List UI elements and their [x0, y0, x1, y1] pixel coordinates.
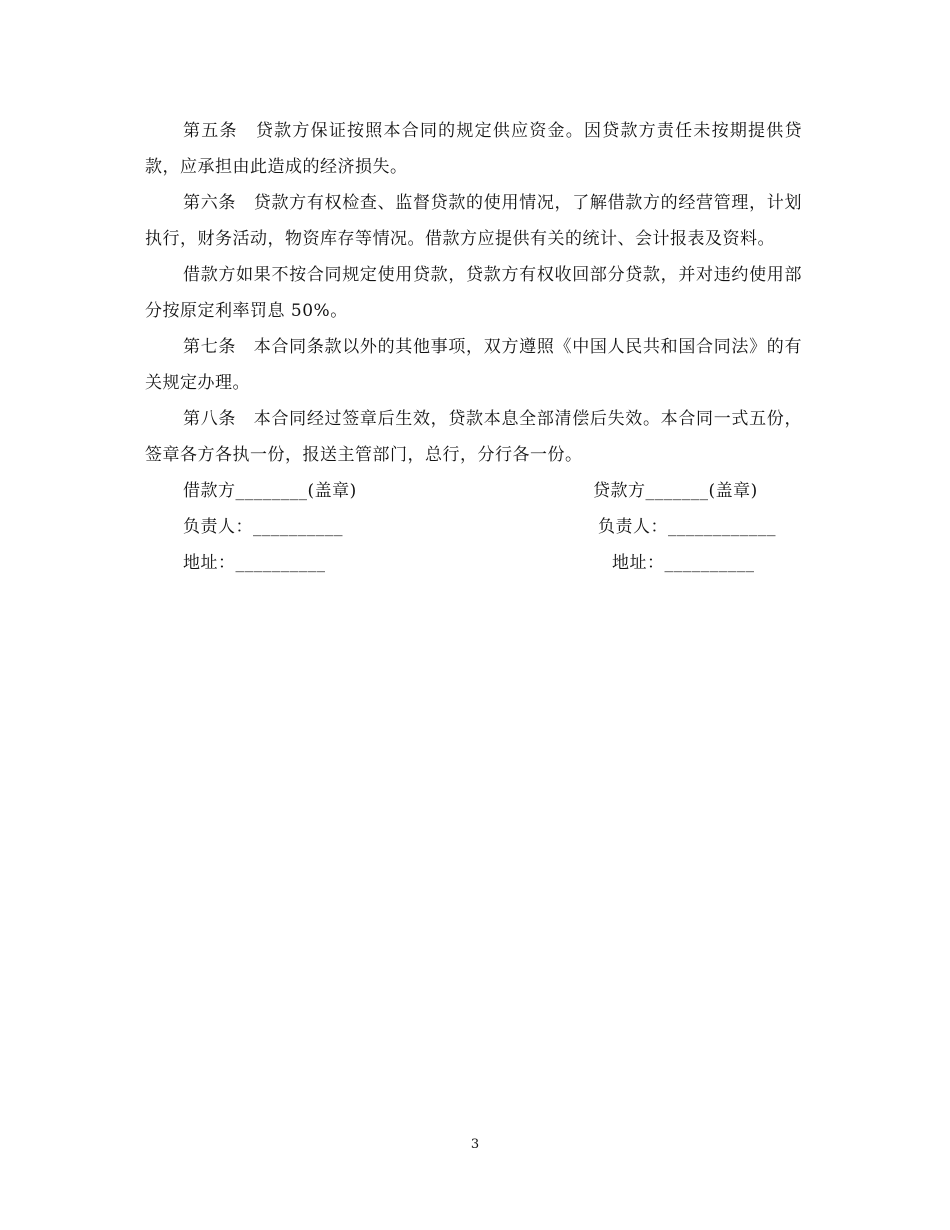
lender-address-line: 地址：__________: [612, 553, 755, 573]
article-8-paragraph: 第八条 本合同经过签章后生效，贷款本息全部清偿后失效。本合同一式五份，签章各方各执一份，报送主管部门，总行，分行各一份。: [145, 409, 802, 465]
article-7-paragraph: 第七条 本合同条款以外的其他事项，双方遵照《中国人民共和国合同法》的有关规定办理。: [145, 337, 802, 393]
borrower-address-line: 地址：__________: [183, 553, 326, 573]
address-row: [145, 545, 802, 581]
principal-row: [145, 509, 802, 545]
lender-principal-line: 负责人：____________: [598, 517, 776, 537]
borrower-party-line: 借款方________(盖章): [183, 481, 357, 501]
signature-block: [145, 473, 802, 581]
lender-party-line: 贷款方_______(盖章): [593, 481, 758, 501]
borrower-principal-line: 负责人：__________: [183, 517, 343, 537]
article-5-paragraph: 第五条 贷款方保证按照本合同的规定供应资金。因贷款方责任未按期提供贷款，应承担由此造成的经济损失。: [145, 121, 802, 177]
article-6-paragraph: 第六条 贷款方有权检查、监督贷款的使用情况，了解借款方的经营管理，计划执行，财务活动，物资库存等情况。借款方应提供有关的统计、会计报表及资料。: [145, 193, 802, 249]
document-body: [145, 113, 802, 581]
penalty-paragraph: 借款方如果不按合同规定使用贷款，贷款方有权收回部分贷款，并对违约使用部分按原定利率罚息 50%。: [145, 265, 802, 321]
party-row: [145, 473, 802, 509]
page-number: 3: [470, 1137, 480, 1152]
